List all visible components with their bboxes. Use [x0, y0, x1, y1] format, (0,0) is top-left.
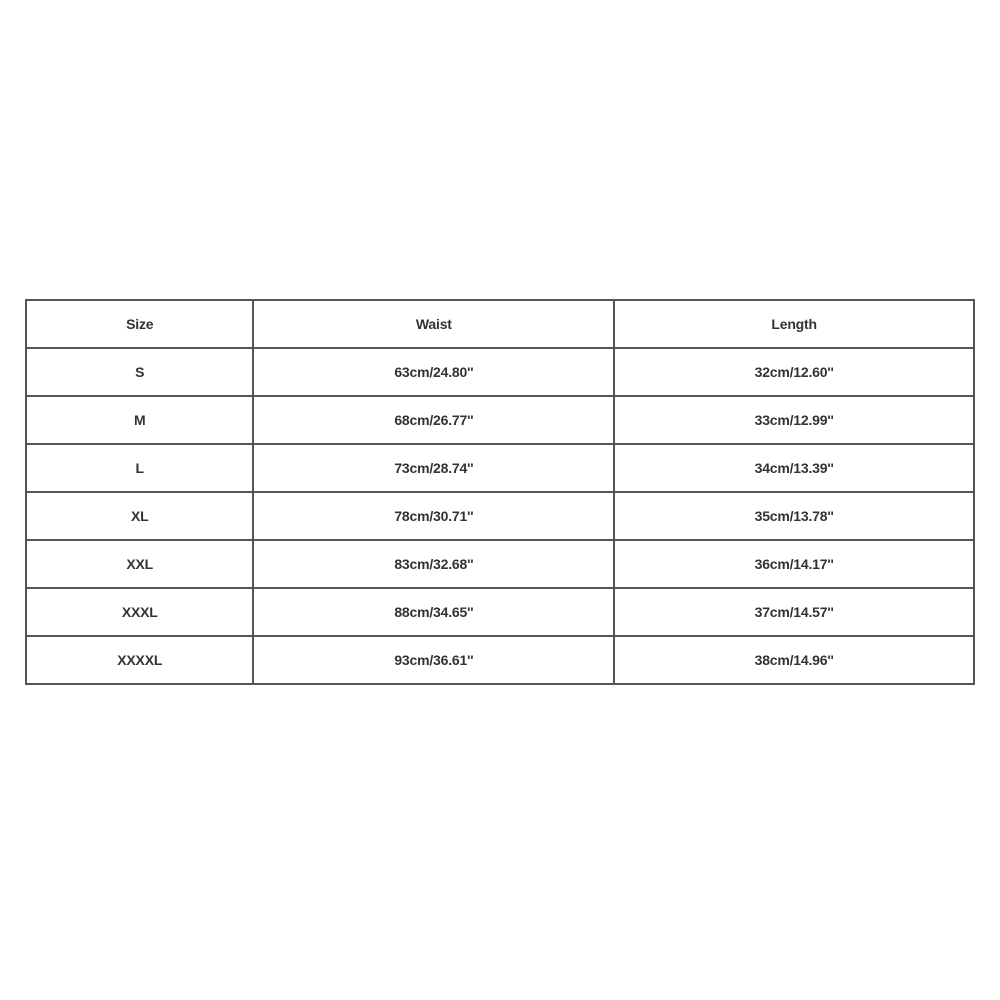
- header-length: Length: [614, 300, 974, 348]
- cell-size: XXXXL: [26, 636, 253, 684]
- table-header: [26, 300, 974, 348]
- cell-waist: 93cm/36.61'': [253, 636, 614, 684]
- cell-length: 32cm/12.60'': [614, 348, 974, 396]
- cell-size: XXL: [26, 540, 253, 588]
- header-size: Size: [26, 300, 253, 348]
- cell-waist: 63cm/24.80'': [253, 348, 614, 396]
- size-chart-table: [25, 299, 975, 685]
- cell-length: 34cm/13.39'': [614, 444, 974, 492]
- cell-length: 37cm/14.57'': [614, 588, 974, 636]
- table-row: [26, 444, 974, 492]
- cell-size: XL: [26, 492, 253, 540]
- table-row: [26, 588, 974, 636]
- table-body: [26, 348, 974, 684]
- cell-waist: 88cm/34.65'': [253, 588, 614, 636]
- header-row: [26, 300, 974, 348]
- cell-waist: 73cm/28.74'': [253, 444, 614, 492]
- cell-waist: 78cm/30.71'': [253, 492, 614, 540]
- cell-waist: 83cm/32.68'': [253, 540, 614, 588]
- table-row: [26, 540, 974, 588]
- cell-length: 33cm/12.99'': [614, 396, 974, 444]
- cell-size: XXXL: [26, 588, 253, 636]
- cell-size: M: [26, 396, 253, 444]
- table-row: [26, 636, 974, 684]
- table-row: [26, 492, 974, 540]
- header-waist: Waist: [253, 300, 614, 348]
- cell-size: L: [26, 444, 253, 492]
- cell-length: 38cm/14.96'': [614, 636, 974, 684]
- cell-waist: 68cm/26.77'': [253, 396, 614, 444]
- cell-length: 35cm/13.78'': [614, 492, 974, 540]
- cell-size: S: [26, 348, 253, 396]
- cell-length: 36cm/14.17'': [614, 540, 974, 588]
- table-row: [26, 396, 974, 444]
- table-row: [26, 348, 974, 396]
